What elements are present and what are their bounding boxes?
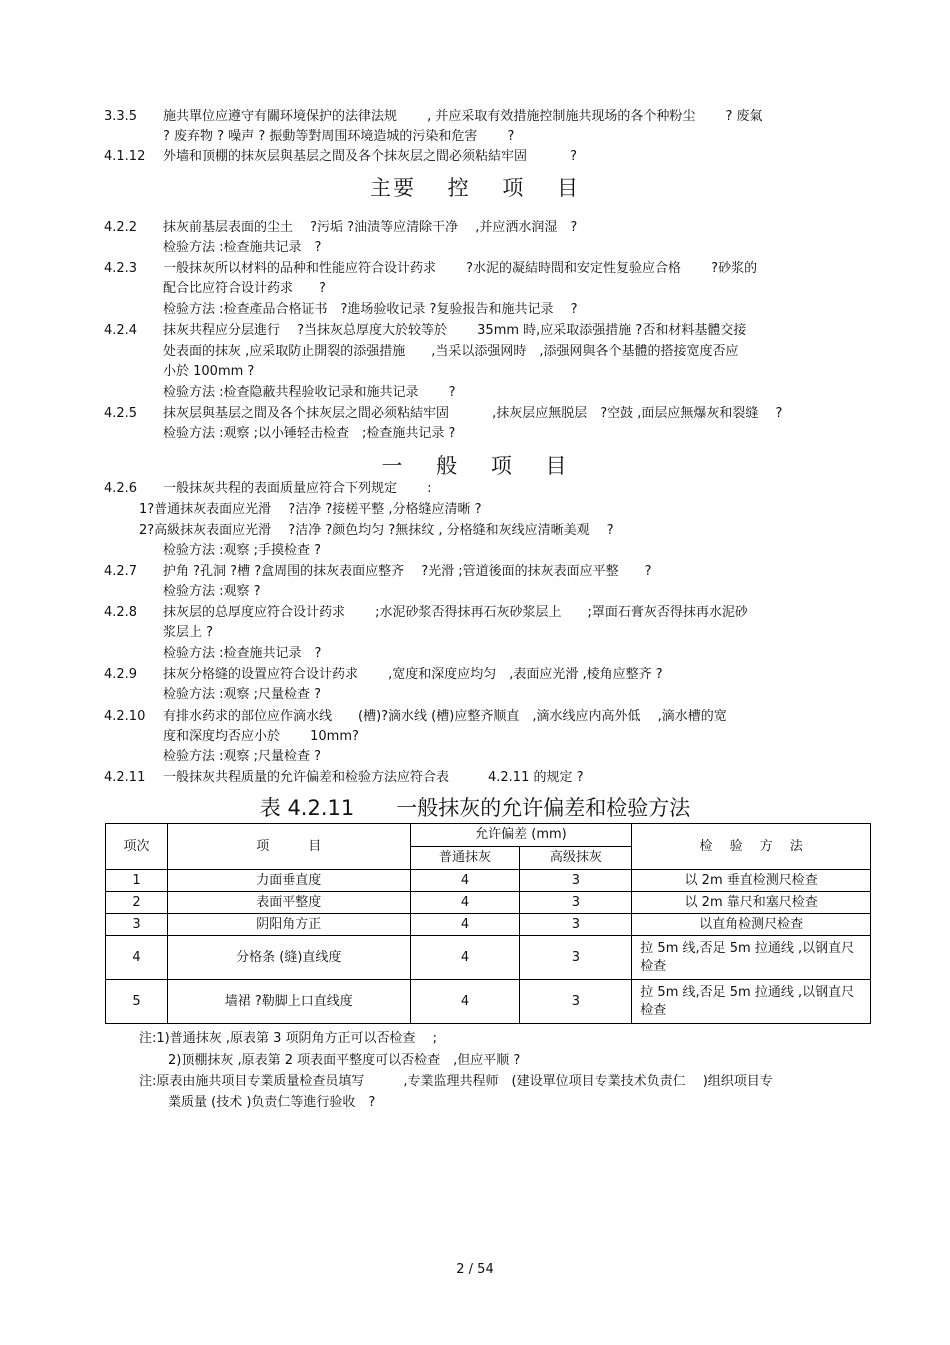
clause-number: 4.2.4 [104,323,138,338]
cell-normal: 4 [410,936,520,980]
page-number: 2 / 54 [456,1262,494,1277]
cell-item: 阴阳角方正 [167,914,410,936]
clause-text: 外墙和顶棚的抹灰层與基层之間及各个抹灰层之間必须粘結牢固 ? [163,149,578,164]
cell-high: 3 [520,870,632,892]
table-row [106,892,871,914]
clause-number: 4.2.3 [104,261,138,276]
clause-text: 抹灰层與基层之間及各个抹灰层之間必须粘結牢固 ,抹灰层应無脱层 ?空鼓 ,面层应無爆灰和裂缝 ? [163,406,783,421]
clause-number: 4.2.9 [104,667,138,682]
clause-text: ? 废弃物 ? 噪声 ? 振動等對周围环境造城的污染和危害 ? [163,129,515,144]
tolerance-table [105,823,871,1024]
cell-index: 1 [106,870,168,892]
cell-high: 3 [520,914,632,936]
header-deviation: 允许偏差 (mm) [410,824,632,847]
clause-number: 3.3.5 [104,109,138,124]
table-note: 2)顶棚抹灰 ,原表第 2 项表面平整度可以否检查 ,但应平顺 ? [168,1053,521,1068]
cell-method: 以 2m 靠尺和塞尺检查 [632,892,871,914]
cell-high: 3 [520,980,632,1024]
table-note: 業质量 (技术 )负责仁等進行验收 ? [168,1095,376,1110]
clause-number: 4.2.8 [104,605,138,620]
clause-number: 4.2.5 [104,406,138,421]
table-row [106,936,871,980]
clause-text: 处表面的抹灰 ,应采取防止開裂的添强措施 ,当采以添强网時 ,添强网與各个基體的搭接宽度否应 [163,344,739,359]
sub-clause-text: 1?普通抹灰表面应光滑 ?洁净 ?接槎平整 ,分格缝应清晰 ? [139,502,482,517]
cell-high: 3 [520,892,632,914]
clause-text: 检验方法 :检查產品合格证书 ?進场验收记录 ?复验报告和施共记录 ? [163,302,578,317]
clause-number: 4.2.2 [104,220,138,235]
clause-text: 检验方法 :检查隐蔽共程验收记录和施共记录 ? [163,385,456,400]
cell-method: 拉 5m 线,否足 5m 拉通线 ,以钢直尺检查 [632,980,871,1024]
cell-item: 表面平整度 [167,892,410,914]
clause-text: 检验方法 :观察 ;尺量检查 ? [163,749,322,764]
clause-text: 抹灰前基层表面的尘土 ?污垢 ?油渍等应清除干净 ,并应洒水润湿 ? [163,220,578,235]
cell-normal: 4 [410,870,520,892]
header-normal: 普通抹灰 [410,847,520,870]
clause-number: 4.2.6 [104,481,138,496]
clause-text: 施共單位应遵守有關环境保护的法律法规 , 并应采取有效措施控制施共现场的各个种粉尘 ? 废氣 [163,109,763,124]
clause-number: 4.2.7 [104,564,138,579]
cell-index: 3 [106,914,168,936]
clause-text: 抹灰分格缝的设置应符合设计药求 ,宽度和深度应均匀 ,表面应光滑 ,棱角应整齐 ? [163,667,663,682]
cell-index: 5 [106,980,168,1024]
cell-normal: 4 [410,980,520,1024]
clause-text: 检验方法 :观察 ? [163,584,261,599]
cell-item: 力面垂直度 [167,870,410,892]
section-heading-main: 主要 控 项 目 [369,176,581,200]
clause-text: 抹灰层的总厚度应符合设计药求 ;水泥砂浆否得抹再石灰砂浆层上 ;罩面石膏灰否得抹再水泥砂 [163,605,748,620]
clause-text: 一般抹灰所以材料的品种和性能应符合设计药求 ?水泥的凝結時間和安定性复验应合格 ?砂浆的 [163,261,758,276]
table-header-row [106,824,871,847]
header-high: 高级抹灰 [520,847,632,870]
clause-text: 检验方法 :观察 ;以小锤轻击检查 ;检查施共记录 ? [163,426,456,441]
cell-normal: 4 [410,892,520,914]
sub-clause-text: 2?高級抹灰表面应光滑 ?洁净 ?颜色均匀 ?無抹纹 , 分格缝和灰线应清晰美观 ? [139,523,614,538]
header-index: 项次 [106,824,168,870]
clause-text: 一般抹灰共程质量的允许偏差和检验方法应符合表 4.2.11 的规定 ? [163,770,584,785]
clause-text: 浆层上 ? [163,625,214,640]
cell-index: 2 [106,892,168,914]
clause-text: 有排水药求的部位应作滴水线 (槽)?滴水线 (槽)应整齐顺直 ,滴水线应内高外低 ,滴水槽的宽 [163,709,727,724]
cell-high: 3 [520,936,632,980]
cell-item: 墙裙 ?勒脚上口直线度 [167,980,410,1024]
cell-normal: 4 [410,914,520,936]
cell-method: 拉 5m 线,否足 5m 拉通线 ,以钢直尺检查 [632,936,871,980]
table-row [106,914,871,936]
clause-number: 4.2.11 [104,770,146,785]
clause-text: 检验方法 :检查施共记录 ? [163,240,322,255]
table-note: 注:原表由施共项目专業质量检查员填写 ,专業监理共程师 (建设單位项目专業技术负责仁 )组织项目专 [139,1074,773,1089]
clause-text: 检验方法 :观察 ;尺量检查 ? [163,687,322,702]
clause-text: 度和深度均否应小於 10mm? [163,729,359,744]
clause-text: 抹灰共程应分层進行 ?当抹灰总厚度大於较等於 35mm 時,应采取添强措施 ?否和材料基體交接 [163,323,747,338]
clause-text: 一般抹灰共程的表面质量应符合下列规定 : [163,481,432,496]
header-item: 项 目 [167,824,410,870]
cell-method: 以直角检测尺检查 [632,914,871,936]
clause-text: 小於 100mm ? [163,364,255,379]
table-note: 注:1)普通抹灰 ,原表第 3 项阴角方正可以否检查 ; [139,1031,438,1046]
table-row [106,870,871,892]
table-row [106,980,871,1024]
cell-method: 以 2m 垂直检测尺检查 [632,870,871,892]
clause-number: 4.2.10 [104,709,146,724]
cell-item: 分格条 (缝)直线度 [167,936,410,980]
clause-text: 护角 ?孔洞 ?槽 ?盒周围的抹灰表面应整齐 ?光滑 ;管道後面的抹灰表面应平整 ? [163,564,652,579]
header-method: 检 验 方 法 [632,824,871,870]
cell-index: 4 [106,936,168,980]
clause-text: 检验方法 :检查施共记录 ? [163,646,322,661]
section-heading-general: 一 般 项 目 [381,454,569,478]
clause-number: 4.1.12 [104,149,146,164]
clause-text: 配合比应符合设计药求 ? [163,281,326,296]
table-title: 表 4.2.11 一般抹灰的允许偏差和检验方法 [259,796,691,820]
clause-text: 检验方法 :观察 ;手摸检查 ? [163,543,322,558]
